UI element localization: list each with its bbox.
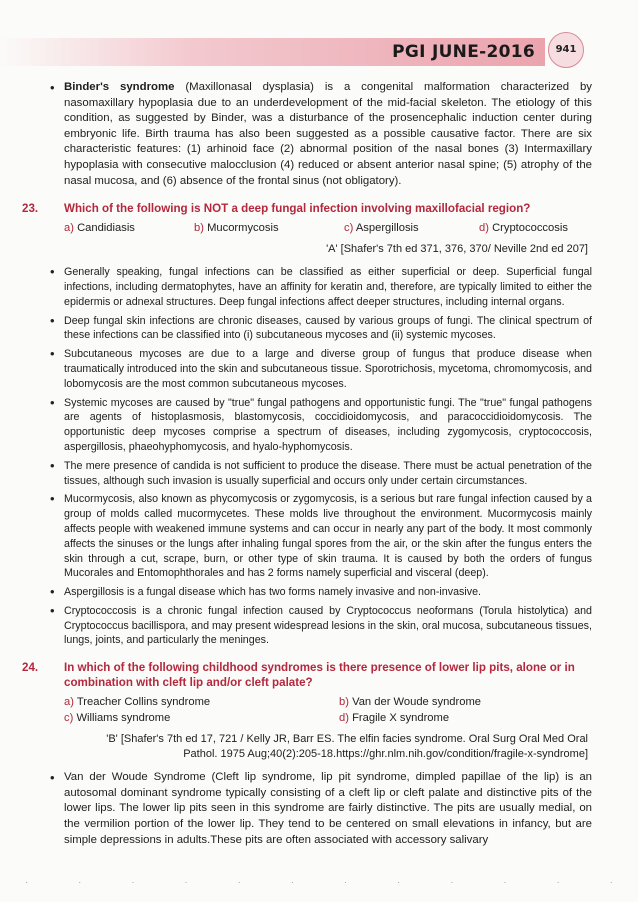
q24-option-c: c) Williams syndrome: [64, 712, 171, 725]
question-23-answer: 'A' [Shafer's 7th ed 371, 376, 370/ Neville 2nd ed 207]: [326, 243, 588, 256]
q23-explanation-bullet: • The mere presence of candida is not sufficient to produce the disease. There must be actual penetration of the tissues, although such invasion is usually superficial and occurs only under certain circumstances.: [22, 459, 592, 489]
page-number-badge: 941: [548, 32, 584, 68]
question-23-number: 23.: [22, 202, 39, 216]
question-24-text: In which of the following childhood syndromes is there presence of lower lip pits, alone or in combination with cleft lip and/or cleft palate?: [64, 661, 575, 690]
q23-explanation-bullet: • Cryptococcosis is a chronic fungal infection caused by Cryptococcus neoformans (Torula histolytica) and Cryptococcus bacillispora, and may present widespread lesions in the skin, oral mucosa, subcutaneous tissues, lungs, joints, and particularly the meninges.: [22, 604, 592, 648]
q23-option-c: c) Aspergillosis: [344, 222, 419, 235]
page-content: [22, 80, 592, 853]
question-23: [22, 201, 592, 216]
binder-syndrome-text: (Maxillonasal dysplasia) is a congenital malformation characterized by nasomaxillary hypoplasia due to an underdevelopment of the mid-facial skeleton. The etiology of this condition, as suggested by Binder, was a disturbance of the prosencephalic induction center during embryonic life. Birth trauma has also been suggested as a possible causative factor. There are six characteristic features: (1) arhinoid face (2) abnormal position of the nasal bones (3) Intermaxillary hypoplasia with consecutive malocclusion (4) reduced or absent anterior nasal spine; (5) atrophy of the nasal mucosa, and (6) absence of the frontal sinus (not obligatory).: [64, 81, 592, 187]
question-23-options: [22, 220, 592, 236]
binder-syndrome-term: Binder's syndrome: [64, 81, 175, 93]
q23-explanation-bullet: • Generally speaking, fungal infections can be classified as either superficial or deep. Superficial fungal infections, including dermatophytes, have an affinity for keratin and, therefore, are typically limited to either the epidermis or adnexal structures. Deep fungal infections affect deeper structures, including internal organs.: [22, 265, 592, 309]
q23-option-d: d) Cryptococcosis: [479, 222, 568, 235]
question-24-options: [22, 694, 592, 726]
header-band: [0, 38, 545, 66]
question-24-answer: 'B' [Shafer's 7th ed 17, 721 / Kelly JR, Barr ES. The elfin facies syndrome. Oral Surg Oral Med Oral Pathol. 1975 Aug;40(2):205-18.https://ghr.nlm.nih.gov/condition/fragile-x-syndrome]: [106, 733, 588, 761]
page-footer-dots: · · · · · · · · · · · ·: [25, 877, 613, 887]
q23-option-a: a) Candidiasis: [64, 222, 135, 235]
binder-syndrome-bullet: [22, 80, 592, 189]
q23-explanation-bullet: • Subcutaneous mycoses are due to a large and diverse group of fungus that produce disease when traumatically introduced into the skin and subcutaneous tissue. Sporotrichosis, mycetoma, chromomycosis, and lobomycosis are the most common subcutaneous mycoses.: [22, 347, 592, 391]
question-24-number: 24.: [22, 661, 39, 675]
question-23-text: Which of the following is NOT a deep fungal infection involving maxillofacial region?: [64, 202, 531, 216]
q23-explanation-bullet: • Mucormycosis, also known as phycomycosis or zygomycosis, is a serious but rare fungal infection caused by a group of molds called mucormycetes. These molds live throughout the environment. Mucormycosis mainly affects people with weakened immune systems and can occur in nearly any part of the body. It most commonly affects the sinuses or the lungs after inhaling fungal spores from the air, or the skin after the fungus enters the skin through a cut, scrape, burn, or other type of skin trauma. It is caused by both the orders of fungus Mucorales and Entomophthorales and has 2 forms namely superficial and visceral (deep).: [22, 492, 592, 581]
q24-explanation-bullet: • Van der Woude Syndrome (Cleft lip syndrome, lip pit syndrome, dimpled papillae of the lip) is an autosomal dominant syndrome typically consisting of a cleft lip or cleft palate and distinctive pits of the lower lips. The lower lip pits seen in this syndrome are fairly distinctive. The pits are usually medial, on the vermilion portion of the lower lip. They tend to be centered on small elevations in infancy, but are simple depressions in adults.These pits are often associated with accessory salivary: [22, 770, 592, 848]
q23-explanation-bullet: • Systemic mycoses are caused by "true" fungal pathogens and opportunistic fungi. The "true" fungal pathogens are agents of histoplasmosis, blastomycosis, coccidioidomycosis, and paracoccidioidomycosis. The opportunistic deep mycoses comprise a spectrum of diseases, including zygomycosis, cryptococcosis, aspergillosis, phaeohyphomycosis, and hyalo-hyphomycosis.: [22, 396, 592, 455]
q23-option-b: b) Mucormycosis: [194, 222, 279, 235]
q23-explanation-bullet: • Deep fungal skin infections are chronic diseases, caused by various groups of fungi. The clinical spectrum of these infections can be classified into (i) subcutaneous mycoses and (ii) systemic mycoses.: [22, 314, 592, 344]
q24-option-b: b) Van der Woude syndrome: [339, 696, 481, 709]
q24-option-a: a) Treacher Collins syndrome: [64, 696, 211, 709]
q23-explanation-bullet: • Aspergillosis is a fungal disease which has two forms namely invasive and non-invasive.: [22, 585, 592, 600]
q24-option-d: d) Fragile X syndrome: [339, 712, 450, 725]
question-24: [22, 660, 592, 690]
page-header-title: PGI JUNE-2016: [392, 42, 535, 62]
